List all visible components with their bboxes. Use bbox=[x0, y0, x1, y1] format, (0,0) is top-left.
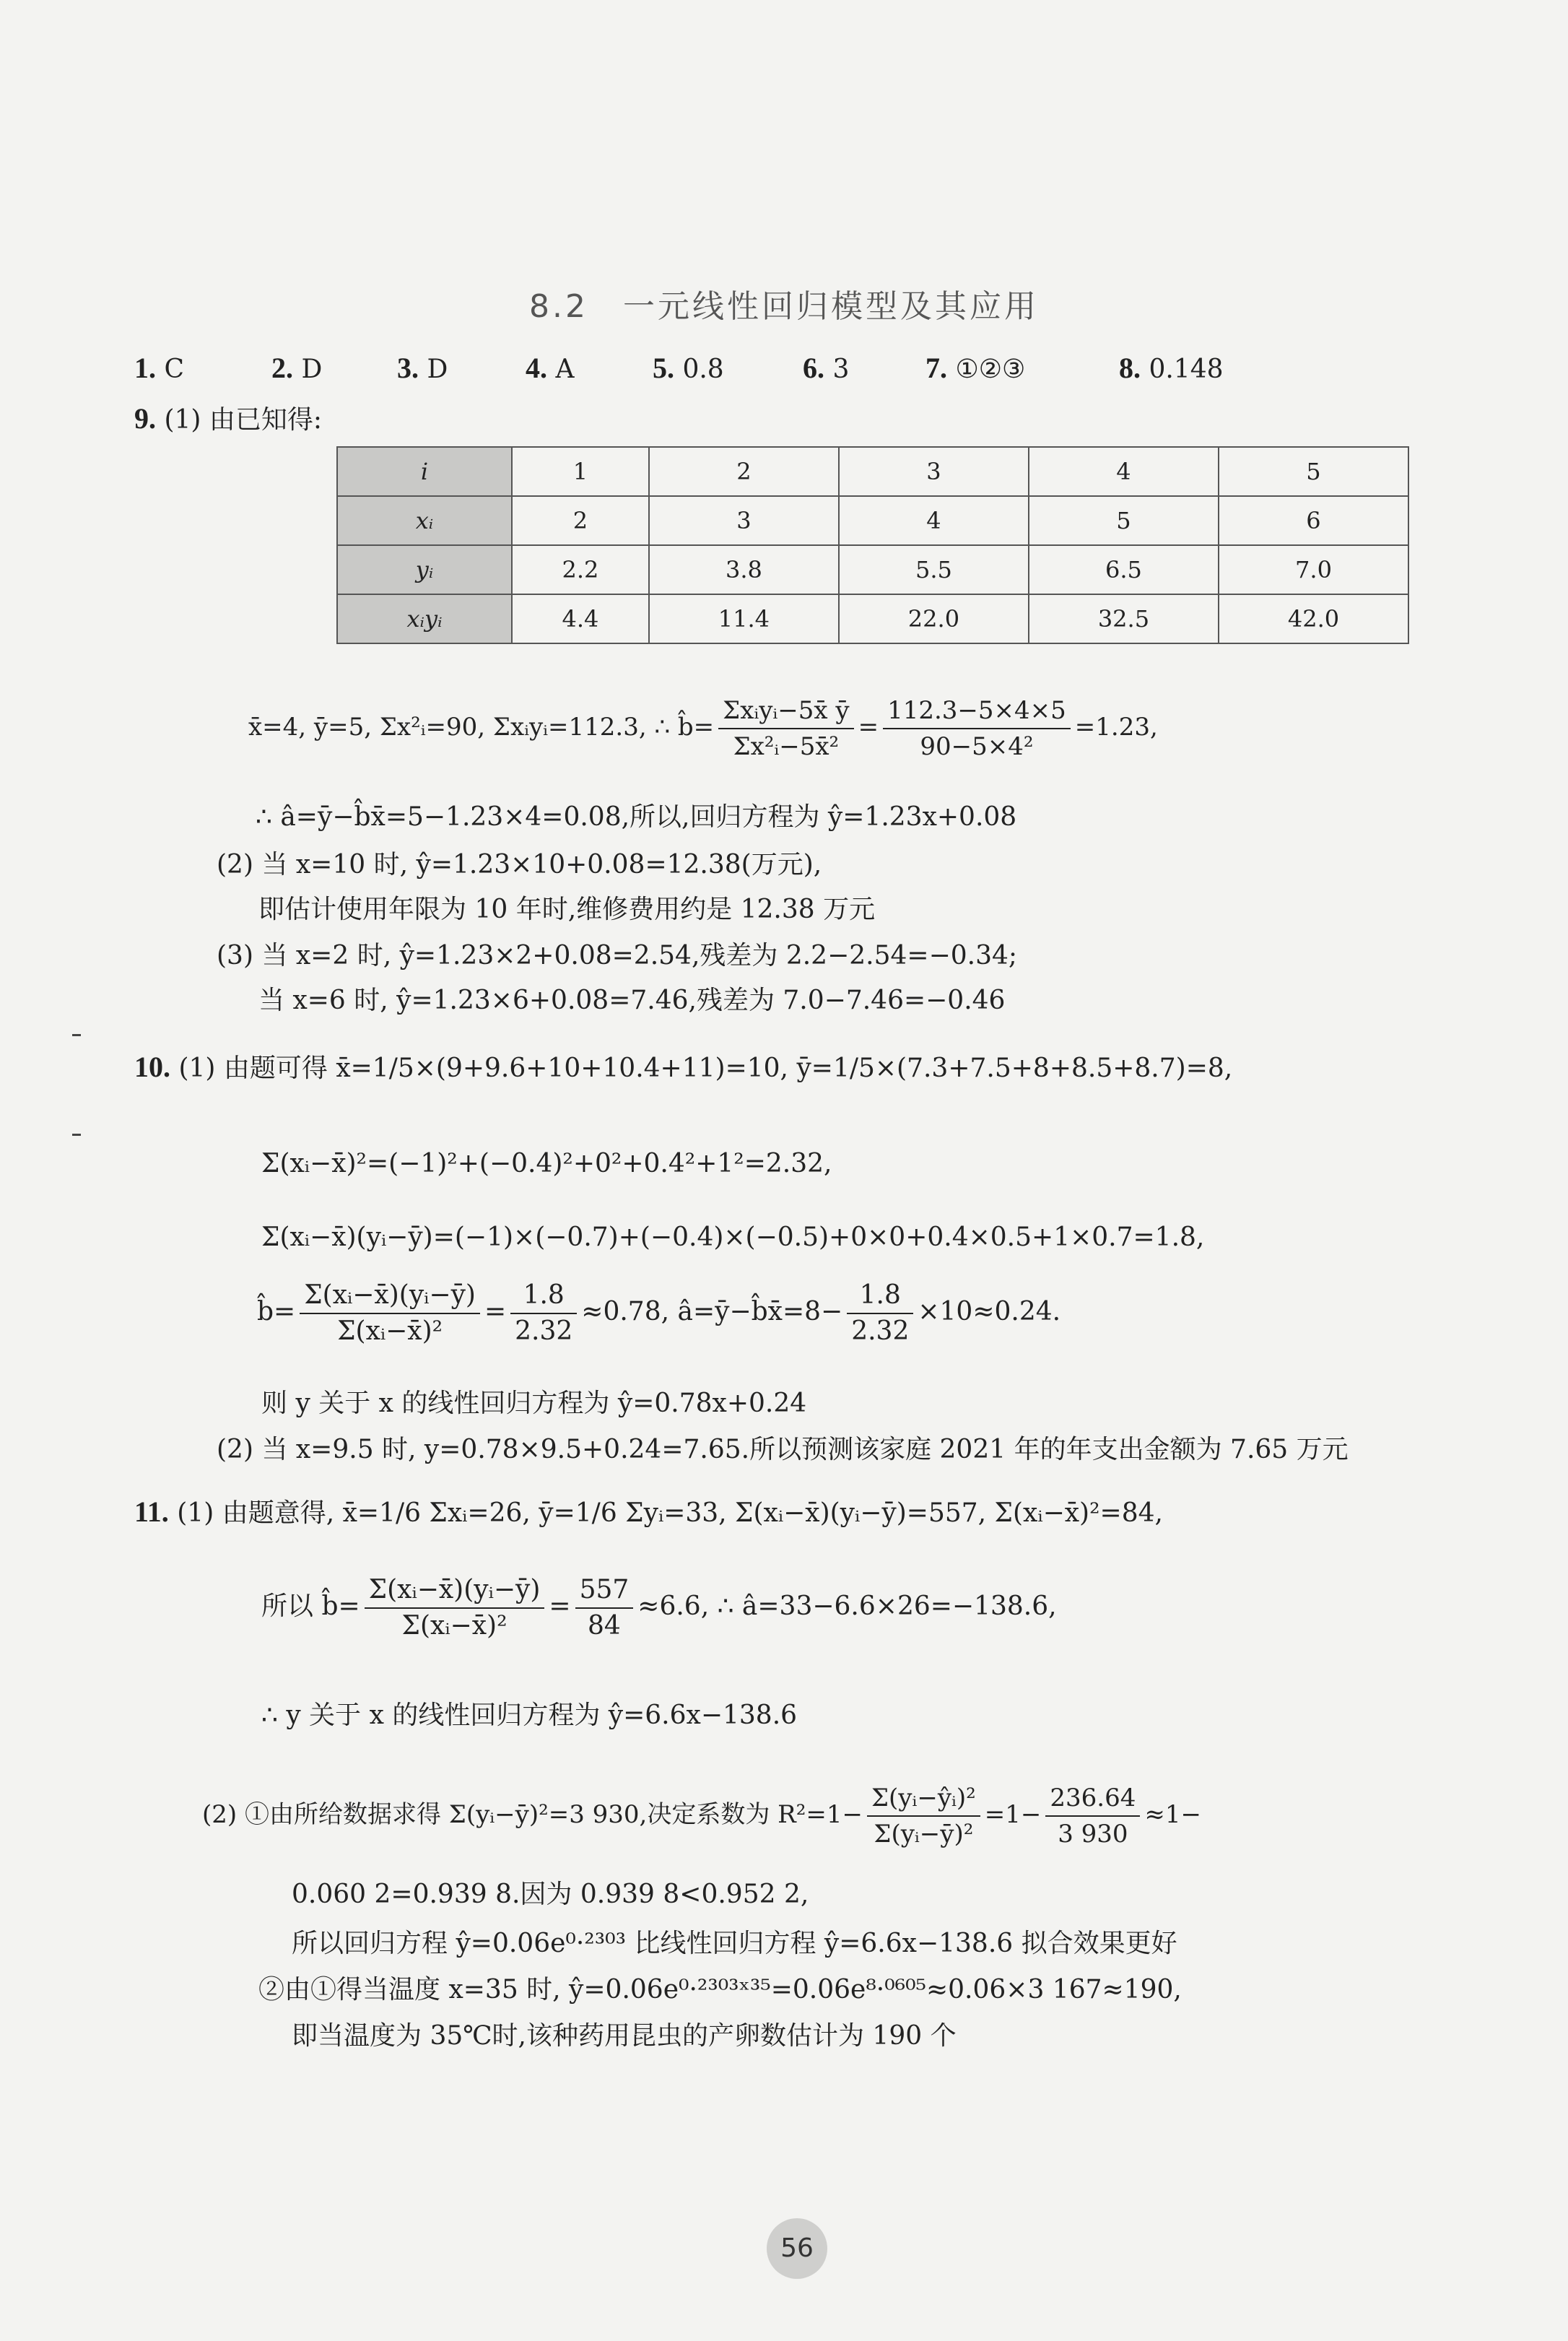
q10-b-tail: ×10≈0.24. bbox=[918, 1297, 1061, 1326]
numerator: 1.8 bbox=[847, 1278, 913, 1314]
answer-val: 3 bbox=[832, 355, 850, 384]
table-row bbox=[337, 594, 1408, 643]
q9-intro-text: (1) 由已知得: bbox=[164, 405, 323, 435]
table-cell: 2.2 bbox=[512, 545, 649, 594]
q10-b-line bbox=[257, 1278, 1060, 1349]
q11-line5: 0.060 2=0.939 8.因为 0.939 8<0.952 2, bbox=[292, 1880, 809, 1909]
denominator: 2.32 bbox=[515, 1316, 573, 1346]
denominator: Σx²ᵢ−5x̄² bbox=[733, 732, 840, 761]
table-row bbox=[337, 545, 1408, 594]
q10-b-fraction bbox=[300, 1278, 480, 1349]
q10-line5: 则 y 关于 x 的线性回归方程为 ŷ=0.78x+0.24 bbox=[261, 1389, 807, 1418]
answer-num: 8. bbox=[1119, 352, 1141, 384]
q10-b-mid: ≈0.78, â=ȳ−b̂x̄=8− bbox=[581, 1297, 843, 1326]
table-cell: 32.5 bbox=[1029, 594, 1219, 643]
q11-b-fraction-values bbox=[575, 1573, 634, 1643]
equals: = bbox=[549, 1591, 571, 1621]
page-number: 56 bbox=[767, 2218, 827, 2279]
q9-part3-line1: (3) 当 x=2 时, ŷ=1.23×2+0.08=2.54,残差为 2.2−2.54=−0.34; bbox=[217, 941, 1018, 970]
q9-a-line: ∴ â=ȳ−b̂x̄=5−1.23×4=0.08,所以,回归方程为 ŷ=1.23x+0.08 bbox=[256, 802, 1017, 832]
table-cell: 3.8 bbox=[649, 545, 839, 594]
q11-line3: ∴ y 关于 x 的线性回归方程为 ŷ=6.6x−138.6 bbox=[261, 1701, 798, 1730]
table-cell: 4.4 bbox=[512, 594, 649, 643]
table-cell: 2 bbox=[512, 496, 649, 545]
table-cell: 4 bbox=[839, 496, 1029, 545]
q11-line6: 所以回归方程 ŷ=0.06e⁰·²³⁰³ 比线性回归方程 ŷ=6.6x−138.6 拟合效果更好 bbox=[292, 1929, 1177, 1958]
answer-val: A bbox=[555, 355, 575, 384]
numerator: Σ(yᵢ−ŷᵢ)² bbox=[867, 1781, 980, 1817]
table-header: xᵢyᵢ bbox=[337, 594, 512, 643]
denominator: 90−5×4² bbox=[920, 732, 1034, 761]
denominator: 2.32 bbox=[851, 1316, 910, 1346]
q11-line8: 即当温度为 35℃时,该种药用昆虫的产卵数估计为 190 个 bbox=[292, 2021, 957, 2051]
q11-b-lhs: 所以 b̂= bbox=[261, 1591, 360, 1621]
q11-line1 bbox=[134, 1495, 1163, 1531]
q9-part2-line2: 即估计使用年限为 10 年时,维修费用约是 12.38 万元 bbox=[258, 895, 876, 924]
q10-a-fraction bbox=[847, 1278, 913, 1349]
q10-line6: (2) 当 x=9.5 时, y=0.78×9.5+0.24=7.65.所以预测该家庭 2021 年的年支出金额为 7.65 万元 bbox=[217, 1435, 1349, 1464]
answer-num: 2. bbox=[271, 352, 293, 384]
answer-val: D bbox=[427, 355, 448, 384]
table-cell: 6.5 bbox=[1029, 545, 1219, 594]
table-header: xᵢ bbox=[337, 496, 512, 545]
table-header: i bbox=[337, 447, 512, 496]
q11-b-fraction bbox=[365, 1573, 545, 1643]
q11-l4-pre: (2) ①由所给数据求得 Σ(yᵢ−ȳ)²=3 930,决定系数为 R²=1− bbox=[202, 1800, 863, 1829]
answers-row bbox=[134, 351, 184, 387]
answer-num: 6. bbox=[803, 352, 824, 384]
q11-line7: ②由①得当温度 x=35 时, ŷ=0.06e⁰·²³⁰³ˣ³⁵=0.06e⁸·⁰⁶⁰⁵≈0.06×3 167≈190, bbox=[258, 1975, 1182, 2005]
q9-part3-line2: 当 x=6 时, ŷ=1.23×6+0.08=7.46,残差为 7.0−7.46=−0.46 bbox=[258, 986, 1006, 1015]
q10-b-lhs: b̂= bbox=[257, 1297, 296, 1326]
numerator: Σxᵢyᵢ−5x̄ ȳ bbox=[718, 693, 853, 729]
denominator: 84 bbox=[588, 1611, 621, 1641]
table-cell: 5 bbox=[1219, 447, 1408, 496]
numerator: 236.64 bbox=[1045, 1781, 1140, 1817]
q11-r2-fraction-values bbox=[1045, 1781, 1140, 1851]
denominator: Σ(yᵢ−ȳ)² bbox=[874, 1820, 974, 1849]
answer-val: D bbox=[301, 355, 323, 384]
equals: = bbox=[858, 713, 879, 742]
answer-val: C bbox=[164, 355, 184, 384]
q9-stats-line bbox=[248, 693, 1158, 764]
table-cell: 5 bbox=[1029, 496, 1219, 545]
answer-num: 5. bbox=[653, 352, 674, 384]
denominator: 3 930 bbox=[1058, 1820, 1128, 1849]
q10-line1 bbox=[134, 1050, 1232, 1086]
table-row bbox=[337, 447, 1408, 496]
question-num: 10. bbox=[134, 1051, 170, 1083]
numerator: 557 bbox=[575, 1573, 634, 1609]
numerator: Σ(xᵢ−x̄)(yᵢ−ȳ) bbox=[365, 1573, 545, 1609]
q11-b-line bbox=[261, 1573, 1057, 1643]
table-cell: 3 bbox=[649, 496, 839, 545]
q11-line4 bbox=[202, 1781, 1201, 1851]
table-cell: 1 bbox=[512, 447, 649, 496]
q11-r2-fraction bbox=[867, 1781, 980, 1851]
numerator: 112.3−5×4×5 bbox=[883, 693, 1071, 729]
table-cell: 6 bbox=[1219, 496, 1408, 545]
table-cell: 2 bbox=[649, 447, 839, 496]
table-row bbox=[337, 496, 1408, 545]
section-title: 8.2 一元线性回归模型及其应用 bbox=[529, 288, 1039, 325]
table-header: yᵢ bbox=[337, 545, 512, 594]
table-cell: 5.5 bbox=[839, 545, 1029, 594]
data-table bbox=[336, 446, 1409, 644]
q10-line3: Σ(xᵢ−x̄)(yᵢ−ȳ)=(−1)×(−0.7)+(−0.4)×(−0.5)+0×0+0.4×0.5+1×0.7=1.8, bbox=[261, 1222, 1205, 1252]
q11-l4-mid: =1− bbox=[984, 1800, 1042, 1829]
question-num: 11. bbox=[134, 1495, 169, 1528]
question-num: 9. bbox=[134, 402, 156, 435]
q9-part2-line1: (2) 当 x=10 时, ŷ=1.23×10+0.08=12.38(万元), bbox=[217, 850, 822, 879]
table-cell: 42.0 bbox=[1219, 594, 1408, 643]
margin-mark bbox=[72, 1134, 81, 1136]
q10-line1-text: (1) 由题可得 x̄=1/5×(9+9.6+10+10.4+11)=10, ȳ=1/5×(7.3+7.5+8+8.5+8.7)=8, bbox=[178, 1054, 1233, 1083]
q11-line1-text: (1) 由题意得, x̄=1/6 Σxᵢ=26, ȳ=1/6 Σyᵢ=33, Σ(xᵢ−x̄)(yᵢ−ȳ)=557, Σ(xᵢ−x̄)²=84, bbox=[177, 1498, 1163, 1528]
numerator: Σ(xᵢ−x̄)(yᵢ−ȳ) bbox=[300, 1278, 480, 1314]
table-cell: 22.0 bbox=[839, 594, 1029, 643]
q9-b-lhs: b̂= bbox=[677, 713, 715, 742]
answer-val: ①②③ bbox=[955, 355, 1026, 384]
margin-mark bbox=[72, 1034, 81, 1036]
q9-b-fraction-values bbox=[883, 693, 1071, 764]
q11-l4-tail: ≈1− bbox=[1144, 1800, 1201, 1829]
q11-b-tail: ≈6.6, ∴ â=33−6.6×26=−138.6, bbox=[637, 1591, 1057, 1621]
answer-num: 1. bbox=[134, 352, 156, 384]
table-cell: 3 bbox=[839, 447, 1029, 496]
answer-num: 7. bbox=[925, 352, 947, 384]
q9-intro bbox=[134, 401, 322, 438]
table-cell: 4 bbox=[1029, 447, 1219, 496]
table-cell: 7.0 bbox=[1219, 545, 1408, 594]
numerator: 1.8 bbox=[510, 1278, 577, 1314]
q10-line2: Σ(xᵢ−x̄)²=(−1)²+(−0.4)²+0²+0.4²+1²=2.32, bbox=[261, 1149, 832, 1178]
answer-num: 4. bbox=[526, 352, 547, 384]
q9-b-result: =1.23, bbox=[1074, 713, 1158, 742]
answer-val: 0.148 bbox=[1149, 355, 1224, 384]
equals: = bbox=[484, 1297, 507, 1326]
answer-num: 3. bbox=[397, 352, 419, 384]
q9-b-fraction bbox=[718, 693, 853, 764]
table-cell: 11.4 bbox=[649, 594, 839, 643]
q10-b-fraction-values bbox=[510, 1278, 577, 1349]
denominator: Σ(xᵢ−x̄)² bbox=[337, 1316, 443, 1346]
denominator: Σ(xᵢ−x̄)² bbox=[401, 1611, 508, 1641]
q9-stats: x̄=4, ȳ=5, Σx²ᵢ=90, Σxᵢyᵢ=112.3, ∴ bbox=[248, 713, 671, 742]
answer-val: 0.8 bbox=[682, 355, 724, 384]
